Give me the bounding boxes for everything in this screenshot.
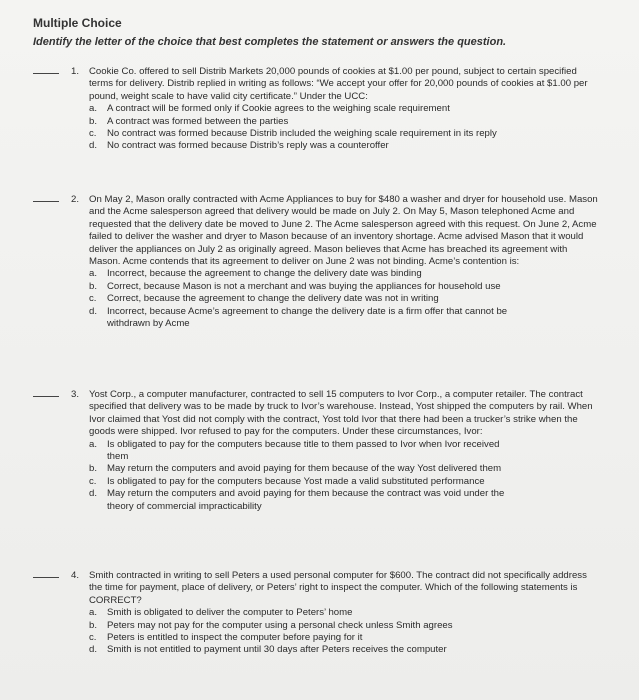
choice-c: c. Peters is entitled to inspect the computer before paying for it xyxy=(89,632,363,644)
question-number: 3. xyxy=(71,389,80,400)
choice-a: a. Incorrect, because the agreement to change the delivery date was binding xyxy=(89,268,422,280)
choice-b: b. Peters may not pay for the computer using a personal check unless Smith agrees xyxy=(89,619,453,631)
question-number: 1. xyxy=(71,66,80,77)
choice-b: b. May return the computers and avoid paying for them because of the way Yost delivered them xyxy=(89,463,502,475)
choice-c: c. Is obligated to pay for the computers because Yost made a valid substituted performance xyxy=(89,475,485,487)
choice-c: c. Correct, because the agreement to change the delivery date was not in writing xyxy=(89,293,439,305)
choice-a: a. A contract will be formed only if Cookie agrees to the weighing scale requirement xyxy=(89,103,450,115)
question-stem: Yost Corp., a computer manufacturer, contracted to sell 15 computers to Ivor Corp., a computer retailer. The contract specified that delivery was to be made by truck to Ivor’s warehouse. Instead, Yost shipped the computers by rail. When Ivor claimed that Yost did not comply with the contract, Yost told Ivor that there had been a trucker’s strike when the goods were shipped. Ivor refused to pay for the computers. Under these circumstances, Ivor: xyxy=(89,389,593,438)
question-stem: Smith contracted in writing to sell Peters a used personal computer for $600. The contract did not specifically address the time for payment, place of delivery, or Peters’ right to inspect the computer. Which of the following statements is CORRECT? xyxy=(89,570,587,606)
choice-d: d. No contract was formed because Distrib’s reply was a counteroffer xyxy=(89,140,389,152)
question-number: 4. xyxy=(71,570,80,581)
choice-b: b. A contract was formed between the parties xyxy=(89,115,289,127)
choice-a: a. Smith is obligated to deliver the computer to Peters’ home xyxy=(89,607,353,619)
question-stem: Cookie Co. offered to sell Distrib Markets 20,000 pounds of cookies at $1.00 per pound, subject to certain specified terms for delivery. Distrib replied in writing as follows: “We accept your offer for 20,000 pounds of cookies at $1.00 per pound, weight scale to have valid city certificate.” Under the UCC: xyxy=(89,66,588,102)
choice-c: c. No contract was formed because Distrib included the weighing scale requirement in its reply xyxy=(89,128,497,140)
choice-a: a. Is obligated to pay for the computers because title to them passed to Ivor when Ivor received them xyxy=(89,438,500,463)
choice-d: d. Incorrect, because Acme’s agreement to change the delivery date is a firm offer that cannot be withdrawn by Acme xyxy=(89,305,508,330)
section-title: Multiple Choice xyxy=(33,16,122,30)
question-stem: On May 2, Mason orally contracted with Acme Appliances to buy for $480 a washer and dryer for household use. Mason and the Acme salesperson agreed that delivery would be made on July 2. On May 5, Mason telephoned Acme and requested that the delivery date be moved to June 2. The Acme salesperson agreed with this request. On June 2, Acme failed to deliver the washer and dryer to Mason because of an inventory shortage. Acme advised Mason that it would deliver the appliances on July 2 as originally agreed. Mason believes that Acme has breached its agreement with Mason. Acme contends that its agreement to deliver on June 2 was not binding. Acme’s contention is: xyxy=(89,194,598,268)
answer-blank[interactable] xyxy=(33,66,59,74)
question-number: 2. xyxy=(71,194,80,205)
answer-blank[interactable] xyxy=(33,194,59,202)
answer-blank[interactable] xyxy=(33,389,59,397)
choice-d: d. Smith is not entitled to payment until 30 days after Peters receives the computer xyxy=(89,644,447,656)
instructions: Identify the letter of the choice that best completes the statement or answers the question. xyxy=(33,36,507,48)
choice-d: d. May return the computers and avoid paying for them because the contract was void under the theory of commercial impracticability xyxy=(89,488,505,512)
answer-blank[interactable] xyxy=(33,570,59,578)
choice-b: b. Correct, because Mason is not a merchant and was buying the appliances for household use xyxy=(89,280,501,292)
